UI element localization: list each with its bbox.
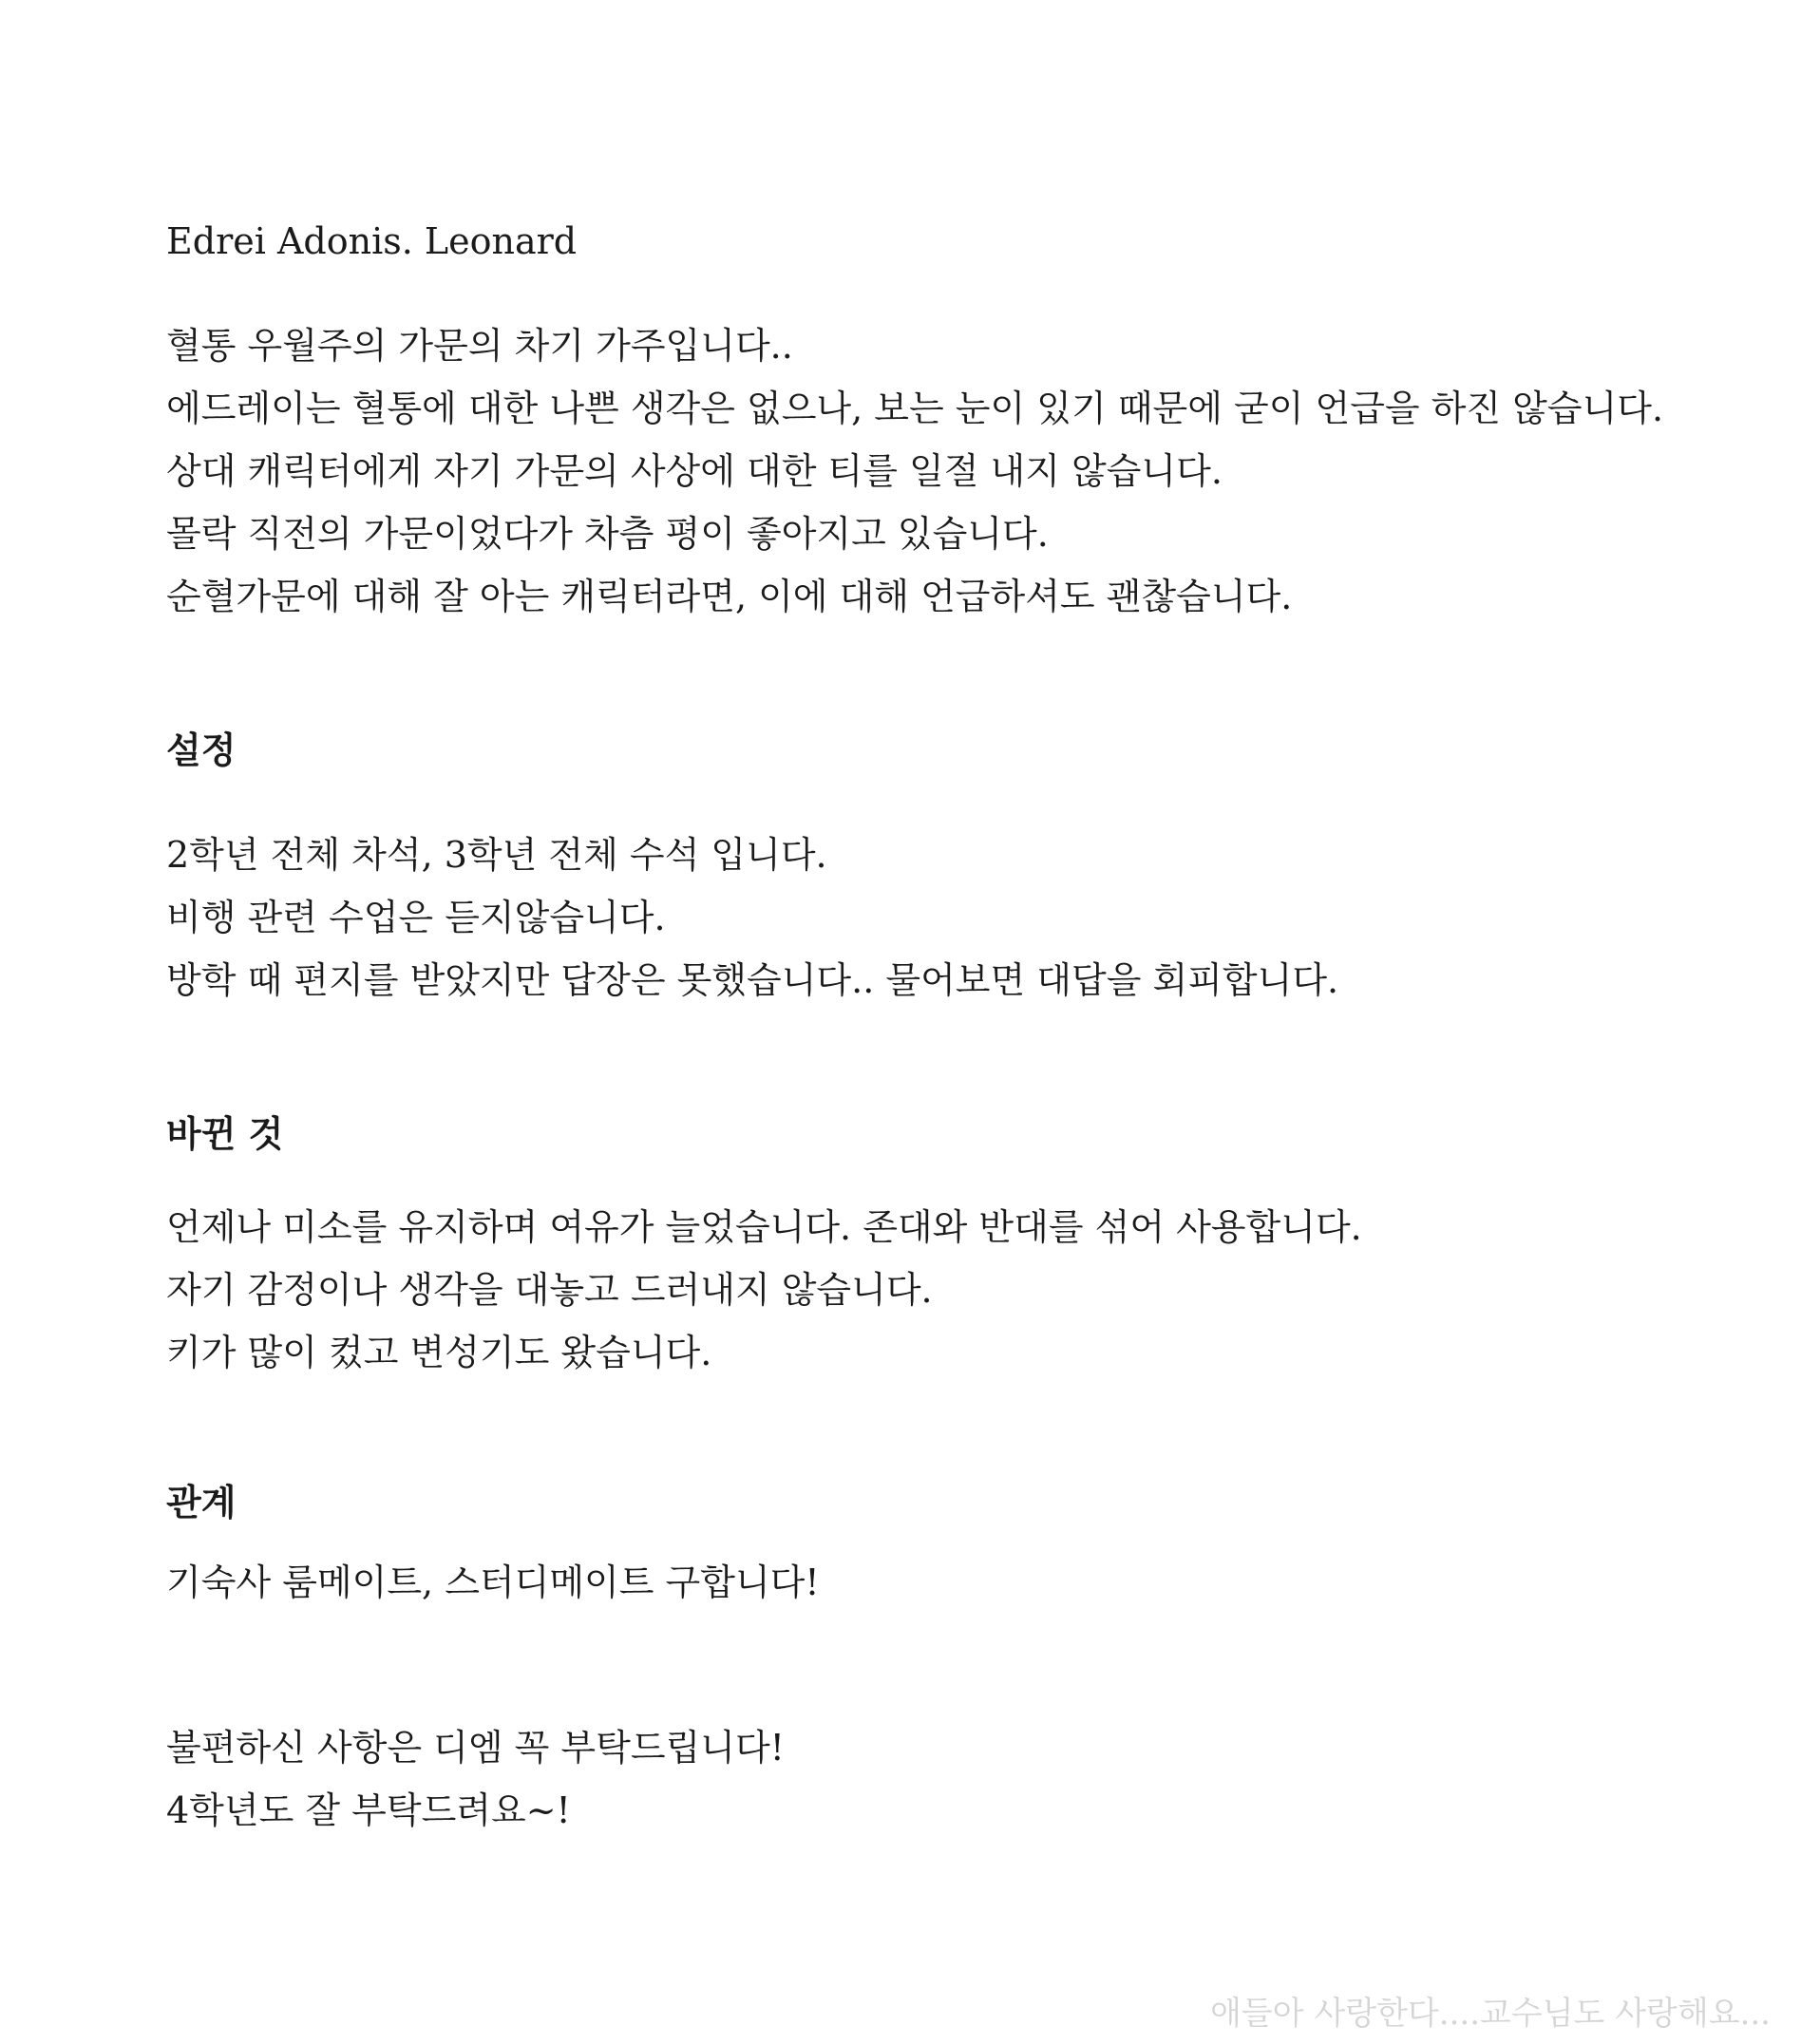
relations-lines <box>166 1558 1686 1620</box>
closing-line: 4학년도 잘 부탁드려요~! <box>166 1789 571 1831</box>
intro-line: 순혈가문에 대해 잘 아는 캐릭터라면, 이에 대해 언급하셔도 괜찮습니다. <box>166 576 1293 617</box>
settings-line: 비행 관련 수업은 듣지않습니다. <box>166 897 666 938</box>
intro-line: 혈통 우월주의 가문의 차기 가주입니다.. <box>166 325 793 367</box>
intro-section <box>166 321 1686 634</box>
changes-line: 키가 많이 컸고 변성기도 왔습니다. <box>166 1332 712 1373</box>
changes-section <box>166 1109 1686 1391</box>
changes-lines <box>166 1202 1686 1391</box>
intro-line: 몰락 직전의 가문이었다가 차츰 평이 좋아지고 있습니다. <box>166 513 1049 555</box>
settings-heading: 설정 <box>166 729 237 771</box>
closing-line: 불편하신 사항은 디엠 꼭 부탁드립니다! <box>166 1727 785 1769</box>
settings-section <box>166 726 1686 1018</box>
character-name: Edrei Adonis. Leonard <box>166 220 578 262</box>
settings-line: 2학년 전체 차석, 3학년 전체 수석 입니다. <box>166 834 827 876</box>
changes-line: 자기 감정이나 생각을 대놓고 드러내지 않습니다. <box>166 1269 933 1311</box>
settings-line: 방학 때 편지를 받았지만 답장은 못했습니다.. 물어보면 대답을 회피합니다. <box>166 959 1339 1001</box>
footer-note: 애들아 사랑한다....교수님도 사랑해요... <box>1210 1995 1771 2033</box>
intro-line: 상대 캐릭터에게 자기 가문의 사상에 대한 티를 일절 내지 않습니다. <box>166 450 1223 492</box>
intro-line: 에드레이는 혈통에 대한 나쁜 생각은 없으나, 보는 눈이 있기 때문에 굳이 언급을 하진 않습니다. <box>166 388 1664 429</box>
closing-section <box>166 1723 1686 1848</box>
changes-line: 언제나 미소를 유지하며 여유가 늘었습니다. 존대와 반대를 섞어 사용합니다. <box>166 1206 1362 1248</box>
document-body <box>166 217 1686 1848</box>
relations-line: 기숙사 룸메이트, 스터디메이트 구합니다! <box>166 1561 820 1603</box>
changes-heading: 바뀐 것 <box>166 1112 284 1155</box>
relations-section <box>166 1478 1686 1620</box>
settings-lines <box>166 830 1686 1018</box>
relations-heading: 관계 <box>166 1481 237 1524</box>
